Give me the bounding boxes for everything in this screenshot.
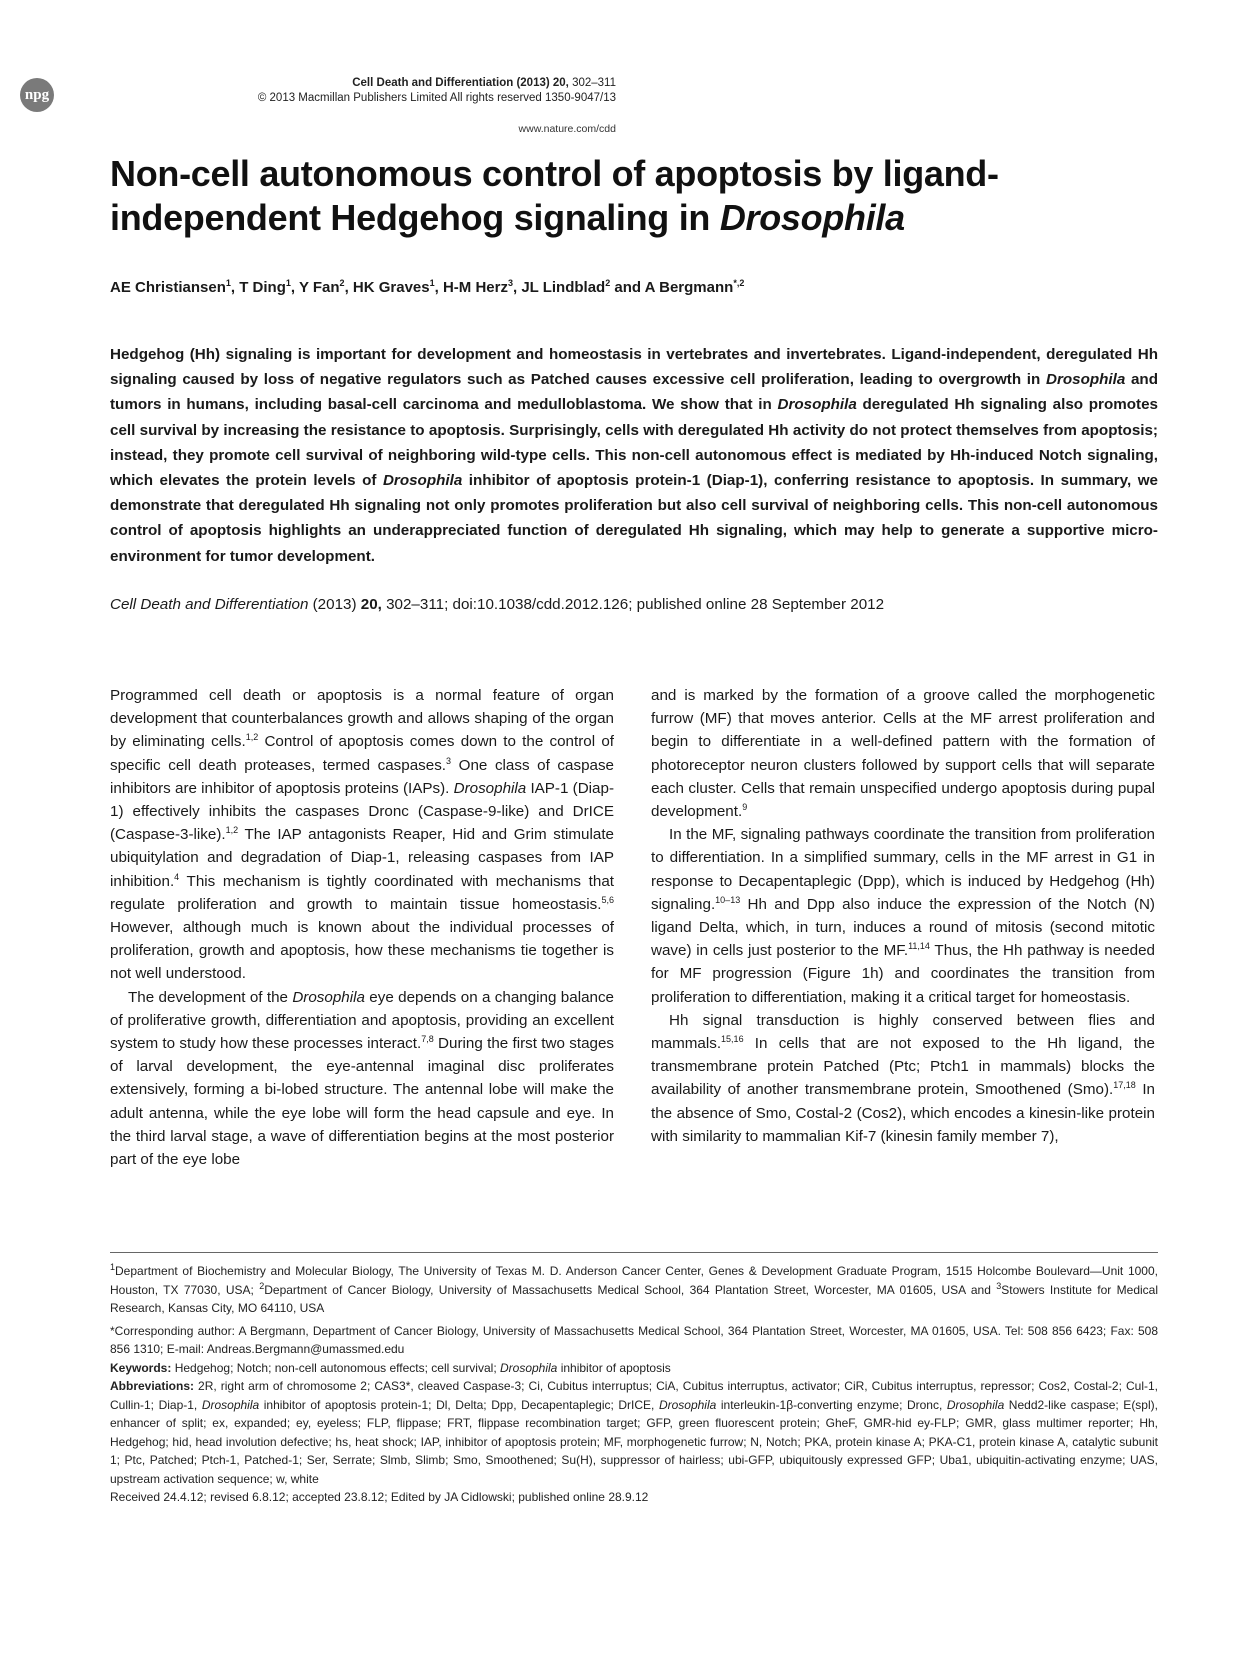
author-affiliation: 3 bbox=[507, 278, 513, 288]
body-text: One class of caspase inhibitors are inhibitor of apoptosis proteins (IAPs). bbox=[110, 756, 615, 797]
journal-url[interactable]: www.nature.com/cdd bbox=[518, 123, 616, 135]
reference-link[interactable]: 4 bbox=[174, 871, 180, 882]
keywords bbox=[110, 1359, 1158, 1378]
body-paragraph bbox=[110, 986, 614, 1172]
reference-link[interactable]: 11,14 bbox=[908, 941, 930, 952]
keywords-italic: Drosophila bbox=[499, 1360, 558, 1375]
affiliation-text: Stowers Institute for Medical Research, Kansas City, MO 64110, USA bbox=[110, 1282, 1158, 1315]
title-text: Non-cell autonomous control of apoptosis by ligand-independent Hedgehog signaling in bbox=[110, 153, 999, 238]
author: , HK Graves bbox=[344, 279, 430, 296]
keywords-text: Hedgehog; Notch; non-cell autonomous effects; cell survival; bbox=[171, 1360, 500, 1375]
author: , Y Fan bbox=[290, 279, 340, 296]
author-affiliation: 2 bbox=[605, 278, 611, 288]
body-text: and is marked by the formation of a groove called the morphogenetic furrow (MF) that moves anterior. Cells at the MF arrest proliferation and begin to differentiate in a well-defined pattern with the formation of photoreceptor neuron clusters followed by support cells that will separate each cluster. Cells that remain unspecified undergo apoptosis during pupal development. bbox=[651, 687, 1155, 821]
abstract-italic: Drosophila bbox=[1045, 371, 1126, 389]
abstract-italic: Drosophila bbox=[777, 396, 857, 414]
body-text: Hh and Dpp also induce the expression of the Notch (N) ligand Delta, which, in turn, induces a round of mitosis (second mitotic wave) in cells just posterior to the MF. bbox=[651, 895, 1155, 960]
citation-line bbox=[110, 594, 1158, 616]
author-list bbox=[110, 278, 1150, 298]
body-paragraph bbox=[651, 823, 1155, 1009]
abbreviations-italic: Drosophila bbox=[201, 1397, 260, 1412]
author-affiliation: 1 bbox=[225, 278, 231, 288]
reference-link[interactable]: 1,2 bbox=[245, 732, 259, 743]
copyright-line: © 2013 Macmillan Publishers Limited All rights reserved 1350-9047/13 bbox=[257, 92, 616, 104]
body-paragraph bbox=[651, 1009, 1155, 1148]
author: and A Bergmann bbox=[610, 279, 734, 296]
author-affiliation: 2 bbox=[339, 278, 345, 288]
body-text: However, although much is known about the individual processes of proliferation, growth and apoptosis, how these mechanisms tie together is not well understood. bbox=[110, 919, 614, 983]
citation-rest[interactable]: 302–311; doi:10.1038/cdd.2012.126; published online 28 September 2012 bbox=[381, 596, 885, 613]
abstract-text: and tumors in humans, including basal-cell carcinoma and medulloblastoma. We show that in bbox=[110, 371, 1158, 414]
body-text: IAP-1 (Diap-1) effectively inhibits the caspases Dronc (Caspase-9-like) and DrICE (Caspase-3-like). bbox=[110, 779, 614, 844]
author-affiliation: 1 bbox=[285, 278, 291, 288]
body-text: Control of apoptosis comes down to the control of specific cell death proteases, termed caspases. bbox=[110, 733, 614, 774]
footnotes bbox=[110, 1262, 1158, 1507]
reference-link[interactable]: 7,8 bbox=[421, 1033, 434, 1044]
abbreviations-italic: Drosophila bbox=[658, 1397, 717, 1412]
journal-header bbox=[150, 76, 616, 106]
citation-journal: Cell Death and Differentiation bbox=[110, 596, 309, 613]
keywords-text: inhibitor of apoptosis bbox=[557, 1360, 671, 1375]
reference-link[interactable]: 17,18 bbox=[1113, 1080, 1136, 1091]
body-paragraph bbox=[651, 684, 1155, 823]
affiliation-marker: 2 bbox=[259, 1280, 265, 1291]
reference-link[interactable]: 10–13 bbox=[715, 894, 741, 905]
reference-link[interactable]: 5,6 bbox=[601, 894, 614, 905]
abstract-text: deregulated Hh signaling also promotes cell survival by increasing the resistance to apoptosis. Surprisingly, cells with deregulated Hh activity do not protect themselves from apoptosis; instead, they promote cell survival of neighboring wild-type cells. This non-cell autonomous effect is mediated by Hh-induced Notch signaling, which elevates the protein levels of bbox=[110, 396, 1158, 490]
reference-link[interactable]: 15,16 bbox=[721, 1033, 744, 1044]
body-text: During the first two stages of larval development, the eye-antennal imaginal disc proliferates extensively, forming a bi-lobed structure. The antennal lobe will make the adult antenna, while the eye lobe will form the head capsule and eye. In the third larval stage, a wave of differentiation begins at the most posterior part of the eye lobe bbox=[110, 1035, 615, 1169]
abstract-italic: Drosophila bbox=[382, 472, 463, 490]
body-text: In cells that are not exposed to the Hh ligand, the transmembrane protein Patched (Ptc; Ptch1 in mammals) blocks the availability of another transmembrane protein, Smoothened (Smo). bbox=[651, 1035, 1155, 1099]
author: AE Christiansen bbox=[110, 279, 226, 296]
body-paragraph bbox=[110, 684, 614, 986]
body-text: The development of the bbox=[128, 988, 293, 1006]
affiliations bbox=[110, 1262, 1158, 1318]
citation-volume: 20, bbox=[360, 596, 382, 613]
journal-name: Cell Death and Differentiation (2013) 20, bbox=[352, 77, 569, 89]
abbreviations bbox=[110, 1377, 1158, 1488]
author: , H-M Herz bbox=[434, 279, 508, 296]
author: , T Ding bbox=[230, 279, 286, 296]
body-column-right bbox=[651, 684, 1155, 1148]
article-title bbox=[110, 152, 1150, 240]
abbreviations-label: Abbreviations: bbox=[110, 1379, 195, 1393]
affiliation-text: Department of Cancer Biology, University of Massachusetts Medical School, 364 Plantation Street, Worcester, MA 01605, USA and bbox=[264, 1282, 997, 1297]
body-text: Hh signal transduction is highly conserved between flies and mammals. bbox=[651, 1011, 1155, 1053]
body-italic: Drosophila bbox=[292, 988, 365, 1006]
reference-link[interactable]: 3 bbox=[446, 755, 452, 766]
abbreviations-text: inhibitor of apoptosis protein-1; Dl, Delta; Dpp, Decapentaplegic; DrICE, bbox=[259, 1397, 659, 1412]
reference-link[interactable]: 9 bbox=[742, 801, 748, 812]
body-text: This mechanism is tightly coordinated with mechanisms that regulate proliferation and growth to maintain tissue homeostasis. bbox=[110, 872, 614, 913]
body-text: In the absence of Smo, Costal-2 (Cos2), which encodes a kinesin-like protein with similarity to mammalian Kif-7 (kinesin family member 7), bbox=[651, 1081, 1155, 1145]
body-text: eye depends on a changing balance of proliferative growth, differentiation and apoptosis, providing an excellent system to study how these processes interact. bbox=[110, 988, 614, 1053]
body-text: Programmed cell death or apoptosis is a normal feature of organ development that counterbalances growth and allows shaping of the organ by eliminating cells. bbox=[110, 687, 614, 751]
footnote-divider bbox=[110, 1252, 1158, 1253]
npg-logo: npg bbox=[20, 78, 54, 112]
affiliation-marker: 1 bbox=[110, 1262, 116, 1272]
reference-link[interactable]: 1,2 bbox=[225, 825, 239, 836]
title-italic: Drosophila bbox=[719, 197, 905, 238]
body-text: In the MF, signaling pathways coordinate the transition from proliferation to differentiation. In a simplified summary, cells in the MF arrest in G1 in response to Decapentaplegic (Dpp), which is induced by Hedgehog (Hh) signaling. bbox=[651, 826, 1155, 913]
author: , JL Lindblad bbox=[512, 279, 606, 296]
citation-year: (2013) bbox=[308, 596, 361, 613]
affiliation-text: Department of Biochemistry and Molecular Biology, The University of Texas M. D. Anderson Cancer Center, Genes & Development Graduate Program, 1515 Holcombe Boulevard—Unit 1000, Houston, TX 77030, USA; bbox=[110, 1264, 1158, 1297]
body-column-left bbox=[110, 684, 614, 1171]
abstract bbox=[110, 342, 1158, 569]
abbreviations-text: interleukin-1β-converting enzyme; Dronc, bbox=[716, 1397, 947, 1412]
affiliation-marker: 3 bbox=[996, 1280, 1002, 1291]
body-text: The IAP antagonists Reaper, Hid and Grim stimulate ubiquitylation and degradation of Diap-1, releasing caspases from IAP inhibition. bbox=[110, 826, 614, 890]
journal-pages: 302–311 bbox=[568, 77, 616, 89]
abbreviations-italic: Drosophila bbox=[946, 1397, 1005, 1412]
abstract-text: Hedgehog (Hh) signaling is important for development and homeostasis in vertebrates and invertebrates. Ligand-independent, deregulated Hh signaling caused by loss of negative regulators such as Patched causes excessive cell proliferation, leading to overgrowth in bbox=[110, 346, 1158, 389]
received-dates: Received 24.4.12; revised 6.8.12; accepted 23.8.12; Edited by JA Cidlowski; published online 28.9.12 bbox=[110, 1490, 649, 1504]
abstract-text: inhibitor of apoptosis protein-1 (Diap-1), conferring resistance to apoptosis. In summary, we demonstrate that deregulated Hh signaling not only promotes proliferation but also cell survival of neighboring cells. This non-cell autonomous control of apoptosis highlights an underappreciated function of deregulated Hh signaling, which may help to generate a supportive micro-environment for tumor development. bbox=[110, 472, 1158, 565]
abbreviations-text: Nedd2-like caspase; E(spl), enhancer of split; ex, expanded; ey, eyeless; FLP, flippase; FRT, flippase recombination target; GFP, green fluorescent protein; GheF, GMR-hid ey-FLP; GMR, glass multimer reporter; Hh, Hedgehog; hid, head involution defective; hs, heat shock; IAP, inhibitor of apoptosis protein; MF, morphogenetic furrow; N, Notch; PKA, protein kinase A; PKA-C1, protein kinase A, catalytic subunit 1; Ptc, Patched; Ptch-1, Patched-1; Ser, Serrate; Slmb, Slimb; Smo, Smoothened; Su(H), suppressor of hairless; ubi-GFP, ubiquitously expressed GFP; Uba1, ubiquitin-activating enzyme; UAS, upstream activation sequence; w, white bbox=[110, 1397, 1158, 1486]
author-affiliation: *,2 bbox=[733, 278, 745, 288]
corresponding-author: *Corresponding author: A Bergmann, Department of Cancer Biology, University of Massachusetts Medical School, 364 Plantation Street, Worcester, MA 01605, USA. Tel: 508 856 6423; Fax: 508 856 1310; E-mail: Andreas.Bergmann@umassmed.edu bbox=[110, 1323, 1158, 1356]
abbreviations-text: 2R, right arm of chromosome 2; CAS3*, cleaved Caspase-3; Ci, Cubitus interruptus; CiA, Cubitus interruptus, activator; CiR, Cubitus interruptus, repressor; Cos2, Costal-2; Cul-1, Cullin-1; Diap-1, bbox=[110, 1379, 1158, 1412]
body-italic: Drosophila bbox=[453, 779, 527, 797]
body-text: Thus, the Hh pathway is needed for MF progression (Figure 1h) and coordinates the transition from proliferation to differentiation, making it a critical target for homeostasis. bbox=[651, 942, 1155, 1006]
keywords-label: Keywords: bbox=[110, 1360, 172, 1375]
author-affiliation: 1 bbox=[429, 278, 435, 288]
